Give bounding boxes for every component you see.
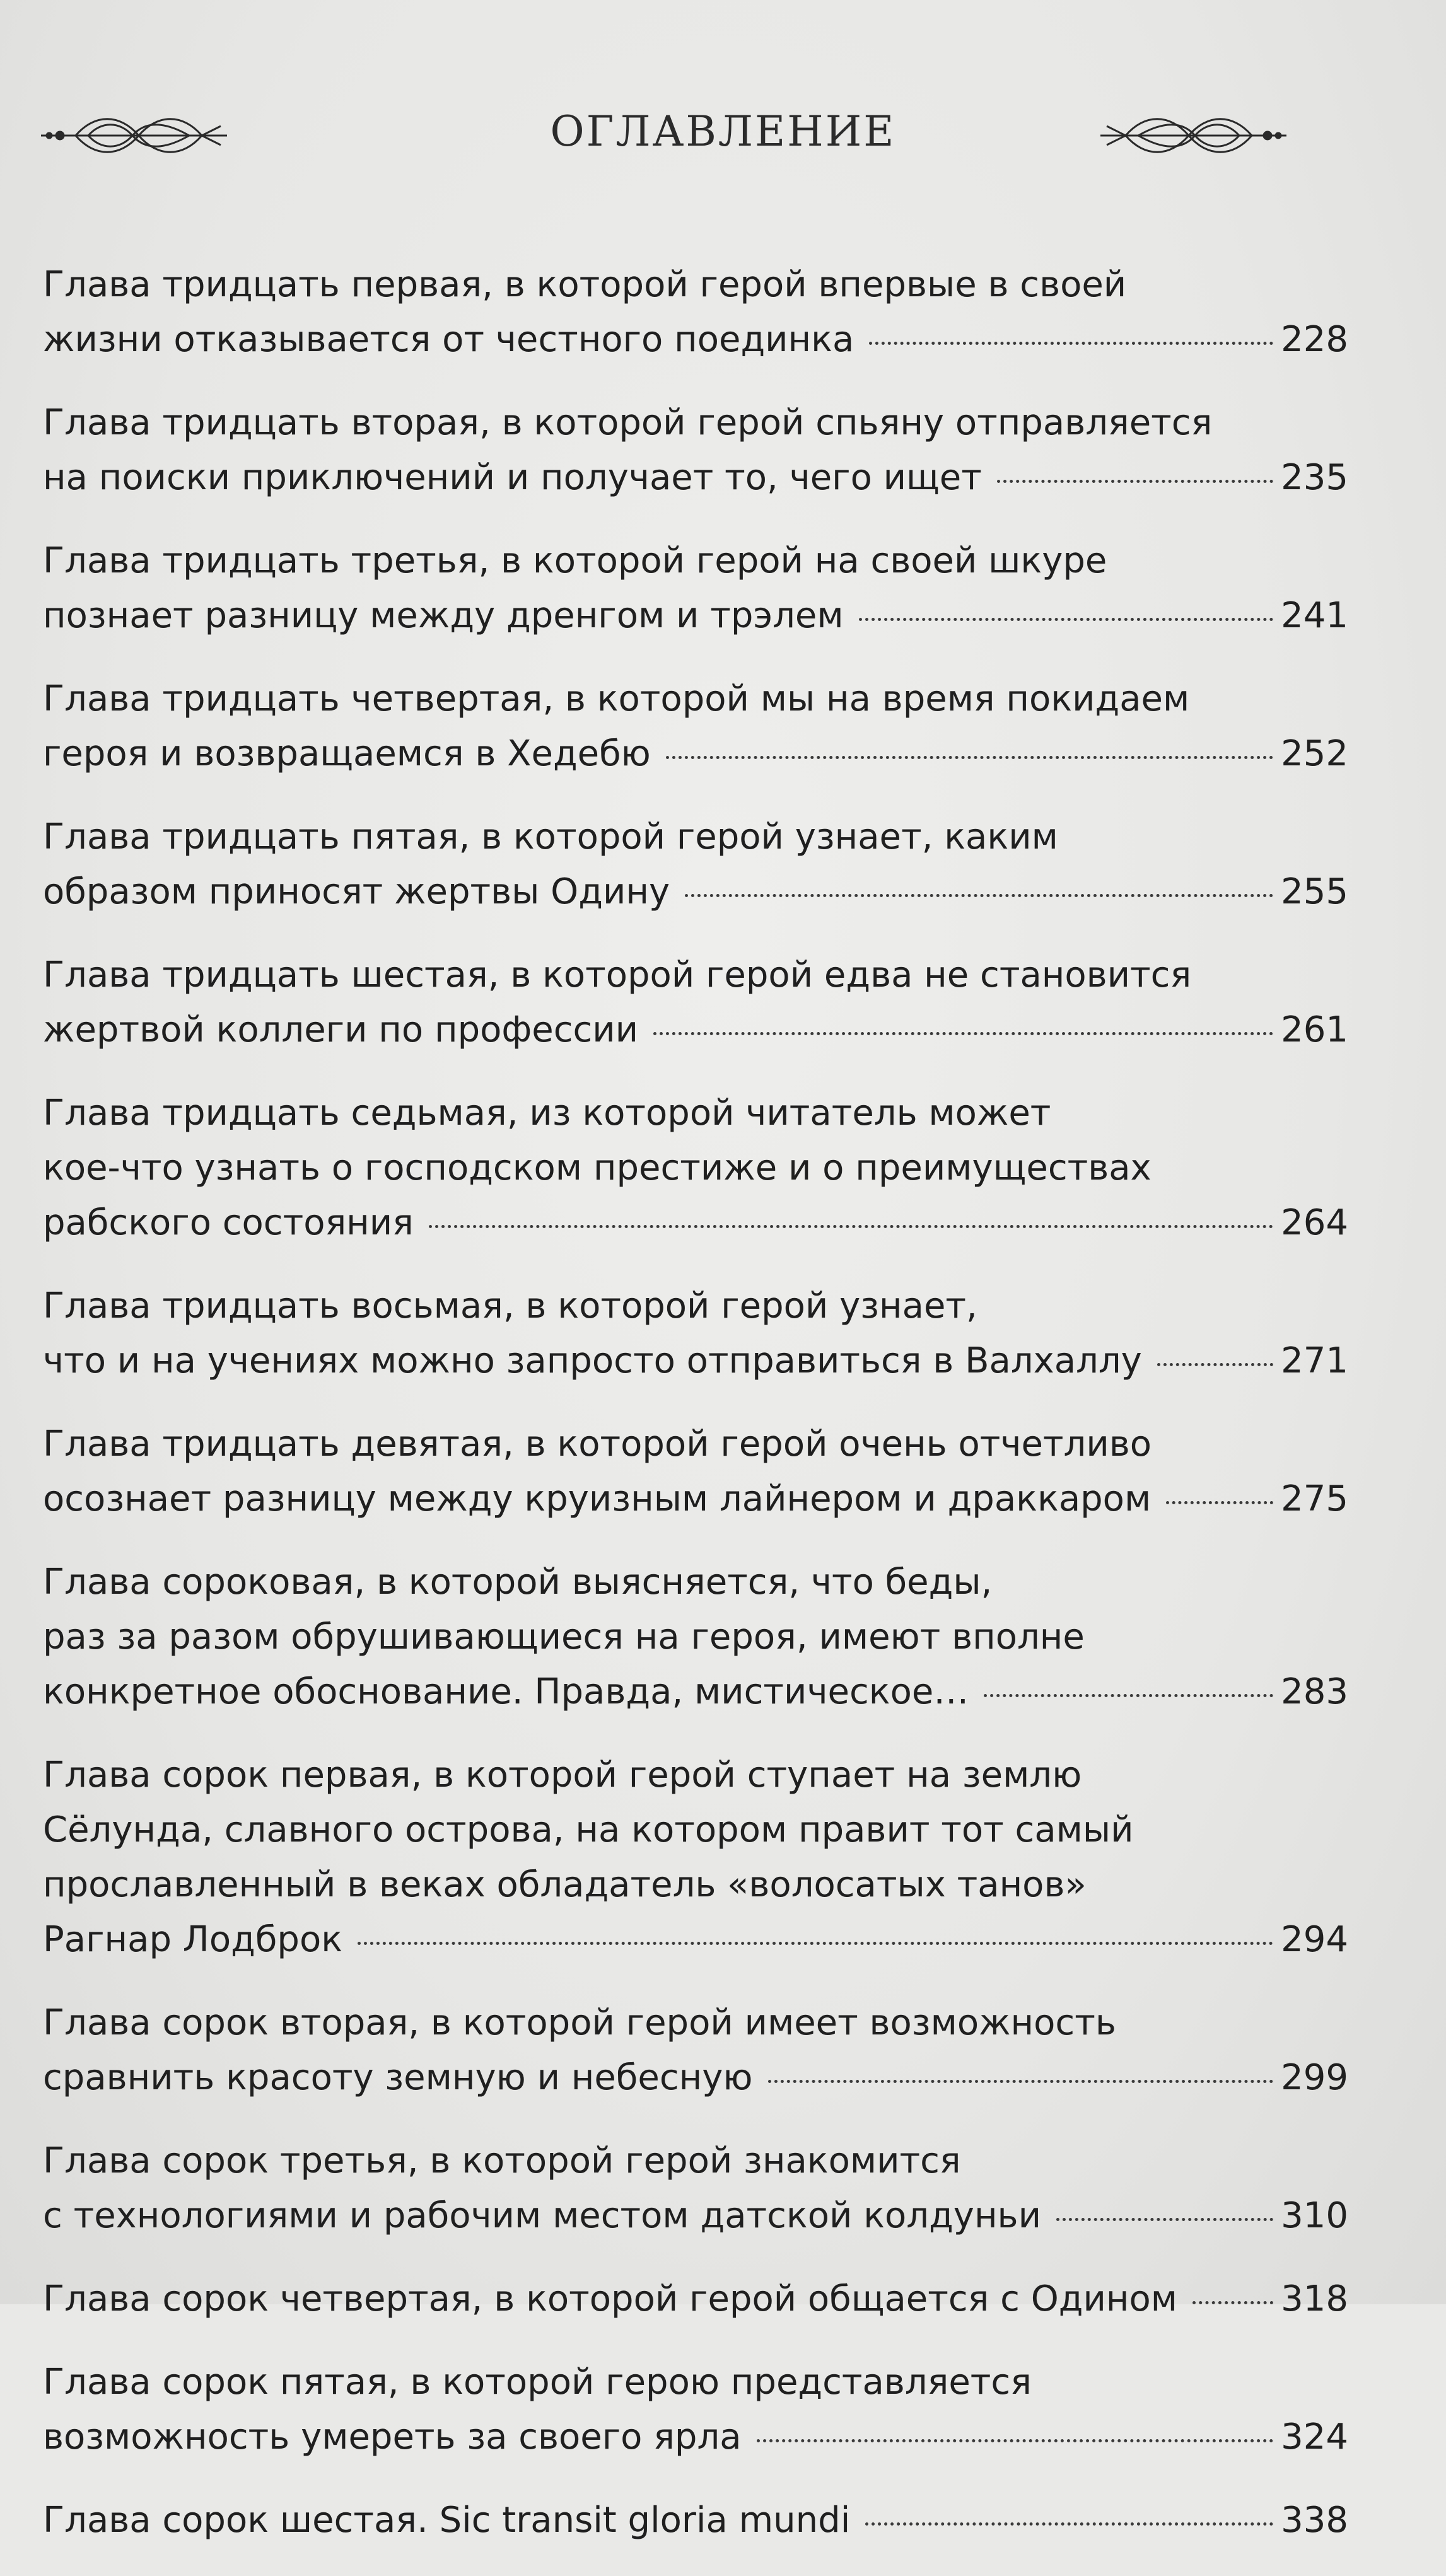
toc-entry-last-line — [43, 312, 1348, 367]
dot-leader — [1192, 2301, 1273, 2304]
toc-entry-line: сравнить красоту земную и небесную — [43, 2057, 753, 2098]
toc-entry-line: Глава сорок пятая, в которой герою представляется — [43, 2362, 1032, 2403]
dot-leader — [997, 480, 1273, 483]
toc-entry-line: Глава сороковая, в которой выясняется, что беды, — [43, 1562, 993, 1603]
toc-entry-last-line — [43, 2271, 1348, 2326]
dot-leader — [429, 1225, 1273, 1228]
toc-entry-last-line — [43, 1912, 1348, 1967]
toc-entry-last-line — [43, 2410, 1348, 2464]
toc-entry — [43, 1279, 1348, 1388]
dot-leader — [865, 2522, 1273, 2526]
toc-entry-last-line — [43, 450, 1348, 505]
toc-entry-line: Рагнар Лодброк — [43, 1919, 343, 1960]
toc-entry — [43, 1086, 1348, 1250]
toc-entry-last-line — [43, 1333, 1348, 1388]
toc-entry-line: кое-что узнать о господском престиже и о преимуществах — [43, 1147, 1152, 1188]
dot-leader — [757, 2439, 1274, 2442]
dot-leader — [685, 894, 1273, 897]
toc-entry-line: осознает разницу между круизным лайнером и драккаром — [43, 1478, 1152, 1519]
toc-page-number: 318 — [1281, 2278, 1348, 2319]
toc-entry — [43, 2493, 1348, 2548]
toc-entry — [43, 257, 1348, 367]
toc-entry — [43, 948, 1348, 1057]
dot-leader — [768, 2080, 1274, 2083]
toc-entry-line: что и на учениях можно запросто отправиться в Валхаллу — [43, 1340, 1142, 1381]
toc-entry-line: Глава сорок первая, в которой герой ступает на землю — [43, 1755, 1082, 1796]
toc-entry-line: Глава тридцать первая, в которой герой впервые в своей — [43, 264, 1127, 305]
toc-page-number: 235 — [1281, 457, 1348, 498]
toc-entry-line: Глава тридцать вторая, в которой герой спьяну отправляется — [43, 402, 1213, 443]
dot-leader — [984, 1694, 1273, 1697]
toc-entry — [43, 2271, 1348, 2326]
toc-entry-last-line — [43, 2493, 1348, 2548]
toc-entry-line: Глава тридцать девятая, в которой герой очень отчетливо — [43, 1424, 1152, 1465]
toc-entry — [43, 533, 1348, 643]
toc-page-number: 228 — [1281, 319, 1348, 360]
toc-entry-last-line — [43, 726, 1348, 781]
toc-entry-line: раз за разом обрушивающиеся на героя, имеют вполне — [43, 1616, 1085, 1657]
toc-entry — [43, 1748, 1348, 1967]
toc-entry — [43, 2355, 1348, 2464]
dot-leader — [1166, 1501, 1273, 1504]
toc-entry — [43, 809, 1348, 919]
toc-entry-line: рабского состояния — [43, 1202, 414, 1243]
toc-entry — [43, 671, 1348, 781]
toc-page-number: 299 — [1281, 2057, 1348, 2098]
toc-entry-line: Глава сорок шестая. Sic transit gloria mundi — [43, 2500, 851, 2541]
toc-entry-line: Глава тридцать четвертая, в которой мы на время покидаем — [43, 678, 1190, 719]
toc-entry — [43, 1995, 1348, 2105]
toc-entry-line: героя и возвращаемся в Хедебю — [43, 733, 651, 774]
toc-entry-line: возможность умереть за своего ярла — [43, 2416, 742, 2457]
toc-entry-last-line — [43, 864, 1348, 919]
toc-entry-line: Глава тридцать шестая, в которой герой едва не становится — [43, 954, 1192, 995]
toc-page-number: 324 — [1281, 2416, 1348, 2457]
toc-page-number: 294 — [1281, 1919, 1348, 1960]
toc-page-number: 241 — [1281, 595, 1348, 636]
right-ornament-icon — [1094, 107, 1290, 164]
dot-leader — [1157, 1363, 1273, 1366]
toc-entry-last-line — [43, 2050, 1348, 2105]
toc-entry-last-line — [43, 1195, 1348, 1250]
toc-page-number: 271 — [1281, 1340, 1348, 1381]
toc-entry-line: жертвой коллеги по профессии — [43, 1009, 639, 1050]
toc-page-number: 275 — [1281, 1478, 1348, 1519]
toc-entry-line: с технологиями и рабочим местом датской колдуньи — [43, 2195, 1041, 2236]
toc-page-number: 310 — [1281, 2195, 1348, 2236]
dot-leader — [666, 756, 1273, 759]
toc-entry — [43, 1417, 1348, 1526]
dot-leader — [1056, 2218, 1273, 2221]
toc-entry-line: Глава сорок третья, в которой герой знакомится — [43, 2140, 961, 2181]
toc-entry-last-line — [43, 1471, 1348, 1526]
toc-entry-line: Глава тридцать восьмая, в которой герой узнает, — [43, 1285, 977, 1326]
toc-entry-last-line — [43, 2188, 1348, 2243]
toc-page-number: 252 — [1281, 733, 1348, 774]
toc-entry-line: образом приносят жертвы Одину — [43, 871, 670, 912]
page-title: ОГЛАВЛЕНИЕ — [550, 107, 896, 156]
toc-page-number: 264 — [1281, 1202, 1348, 1243]
toc-entry-last-line — [43, 588, 1348, 643]
page-header — [0, 95, 1446, 177]
toc-entry — [43, 1555, 1348, 1719]
table-of-contents — [43, 257, 1348, 2576]
toc-entry-line: жизни отказывается от честного поединка — [43, 319, 854, 360]
toc-page-number: 338 — [1281, 2500, 1348, 2541]
toc-entry-line: прославленный в веках обладатель «волосатых танов» — [43, 1864, 1087, 1905]
toc-entry-line: Сёлунда, славного острова, на котором правит тот самый — [43, 1809, 1134, 1850]
dot-leader — [653, 1032, 1273, 1035]
dot-leader — [869, 342, 1273, 345]
toc-entry-line: Глава сорок четвертая, в которой герой общается с Одином — [43, 2278, 1178, 2319]
toc-entry-line: Глава тридцать седьмая, из которой читатель может — [43, 1093, 1051, 1134]
toc-entry-line: Глава тридцать пятая, в которой герой узнает, каким — [43, 816, 1058, 857]
dot-leader — [859, 618, 1273, 621]
toc-entry — [43, 395, 1348, 505]
toc-entry-last-line — [43, 1002, 1348, 1057]
toc-entry-last-line — [43, 1664, 1348, 1719]
toc-entry-line: Глава тридцать третья, в которой герой на своей шкуре — [43, 540, 1107, 581]
toc-entry-line: на поиски приключений и получает то, чего ищет — [43, 457, 982, 498]
toc-entry-line: конкретное обоснование. Правда, мистическое… — [43, 1671, 969, 1712]
toc-entry — [43, 2133, 1348, 2243]
toc-page-number: 261 — [1281, 1009, 1348, 1050]
toc-page-number: 283 — [1281, 1671, 1348, 1712]
dot-leader — [358, 1942, 1273, 1945]
toc-entry-line: Глава сорок вторая, в которой герой имеет возможность — [43, 2002, 1116, 2043]
toc-entry-line: познает разницу между дренгом и трэлем — [43, 595, 844, 636]
toc-page-number: 255 — [1281, 871, 1348, 912]
